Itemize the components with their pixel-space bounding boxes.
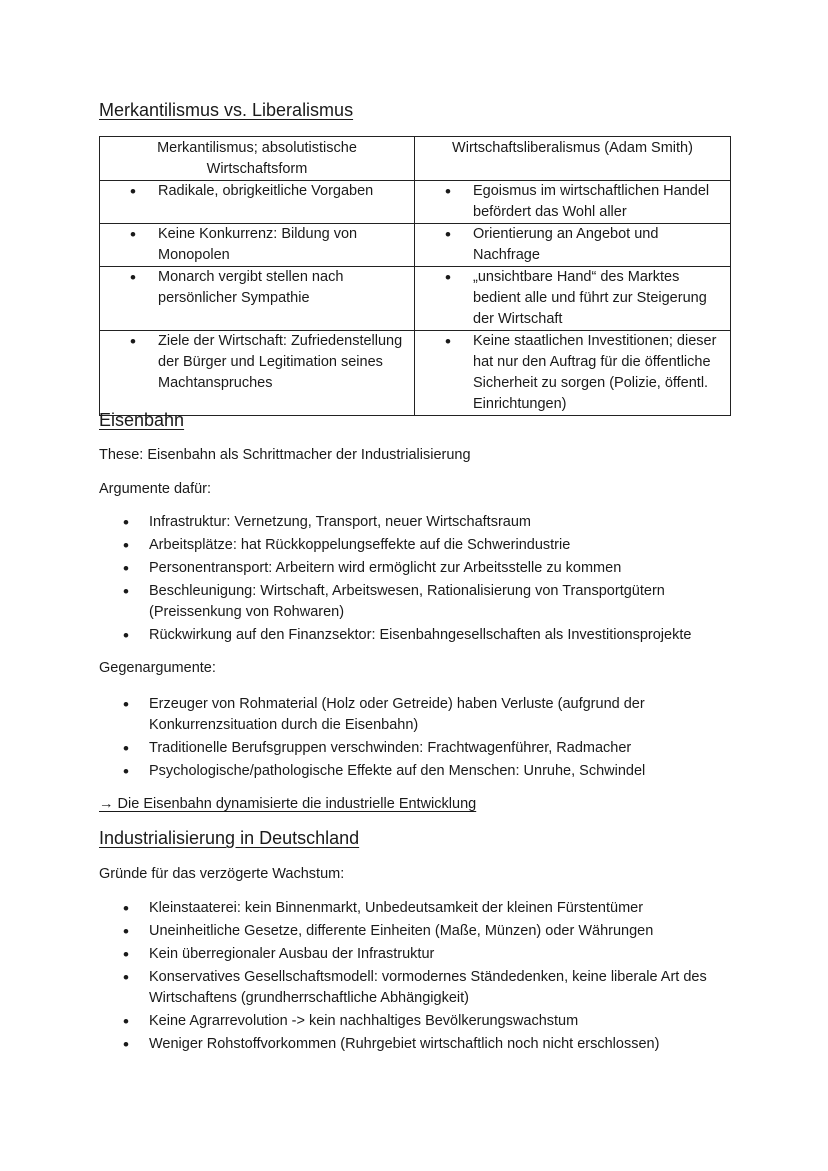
table-cell: Keine staatlichen Investitionen; dieser hat nur den Auftrag für die öffentliche Sicherheit zu sorgen (Polizie, öffentl. Einrichtungen): [473, 333, 717, 412]
list-item: • Arbeitsplätze: hat Rückkoppelungseffekte auf die Schwerindustrie: [99, 535, 739, 556]
table-cell: Egoismus im wirtschaftlichen Handel befördert das Wohl aller: [473, 183, 710, 220]
bullet-icon: •: [130, 225, 136, 244]
reasons-list: [99, 898, 739, 1057]
list-item: • Erzeuger von Rohmaterial (Holz oder Getreide) haben Verluste (aufgrund der Konkurrenzsituation durch die Eisenbahn): [99, 694, 689, 736]
table-header-merkantilismus: Merkantilismus; absolutistische Wirtschaftsform: [100, 137, 415, 181]
pro-label: Argumente dafür:: [99, 481, 212, 497]
list-item: • Konservatives Gesellschaftsmodell: vormodernes Ständedenken, keine liberale Art des Wirtschaftens (grundherrschaftliche Abhängigkeit): [99, 967, 709, 1009]
list-item: • Kleinstaaterei: kein Binnenmarkt, Unbedeutsamkeit der kleinen Fürstentümer: [99, 898, 739, 919]
contra-label: Gegenargumente:: [99, 660, 216, 676]
bullet-icon: •: [130, 332, 136, 351]
table-cell: Monarch vergibt stellen nach persönlicher Sympathie: [158, 269, 344, 306]
reasons-intro: Gründe für das verzögerte Wachstum:: [99, 866, 345, 882]
comparison-table: [99, 136, 731, 416]
table-header-liberalismus: Wirtschaftsliberalismus (Adam Smith): [415, 137, 731, 181]
list-item: • Weniger Rohstoffvorkommen (Ruhrgebiet wirtschaftlich noch nicht erschlossen): [99, 1034, 739, 1055]
table-cell: „unsichtbare Hand“ des Marktes bedient alle und führt zur Steigerung der Wirtschaft: [473, 269, 707, 327]
bullet-icon: •: [445, 225, 451, 244]
table-cell: Orientierung an Angebot und Nachfrage: [473, 226, 659, 263]
conclusion-text: → Die Eisenbahn dynamisierte die industrielle Entwicklung: [99, 796, 477, 812]
heading-eisenbahn: Eisenbahn: [99, 410, 185, 430]
bullet-icon: •: [445, 332, 451, 351]
list-item: • Uneinheitliche Gesetze, differente Einheiten (Maße, Münzen) oder Währungen: [99, 921, 739, 942]
heading-merkantilismus: Merkantilismus vs. Liberalismus: [99, 100, 354, 120]
table-cell: Ziele der Wirtschaft: Zufriedenstellung der Bürger und Legitimation seines Machtanspruches: [158, 333, 403, 391]
table-cell: Keine Konkurrenz: Bildung von Monopolen: [158, 226, 358, 263]
list-item: • Kein überregionaler Ausbau der Infrastruktur: [99, 944, 739, 965]
table-row: [100, 224, 731, 267]
table-row: [100, 181, 731, 224]
list-item: • Psychologische/pathologische Effekte auf den Menschen: Unruhe, Schwindel: [99, 761, 739, 782]
table-row: [100, 331, 731, 416]
list-item: • Infrastruktur: Vernetzung, Transport, neuer Wirtschaftsraum: [99, 512, 739, 533]
list-item: • Beschleunigung: Wirtschaft, Arbeitswesen, Rationalisierung von Transportgütern (Preissenkung von Rohwaren): [99, 581, 709, 623]
bullet-icon: •: [130, 268, 136, 287]
list-item: • Keine Agrarrevolution -> kein nachhaltiges Bevölkerungswachstum: [99, 1011, 739, 1032]
bullet-icon: •: [130, 182, 136, 201]
heading-industrialisierung: Industrialisierung in Deutschland: [99, 828, 360, 848]
table-row: [100, 267, 731, 331]
list-item: • Personentransport: Arbeitern wird ermöglicht zur Arbeitsstelle zu kommen: [99, 558, 739, 579]
table-cell: Radikale, obrigkeitliche Vorgaben: [158, 183, 374, 199]
thesis-text: These: Eisenbahn als Schrittmacher der Industrialisierung: [99, 447, 471, 463]
bullet-icon: •: [445, 268, 451, 287]
pro-arguments-list: [99, 512, 739, 648]
list-item: • Rückwirkung auf den Finanzsektor: Eisenbahngesellschaften als Investitionsprojekte: [99, 625, 739, 646]
contra-arguments-list: [99, 694, 739, 784]
list-item: • Traditionelle Berufsgruppen verschwinden: Frachtwagenführer, Radmacher: [99, 738, 739, 759]
bullet-icon: •: [445, 182, 451, 201]
table-header-row: [100, 137, 731, 181]
